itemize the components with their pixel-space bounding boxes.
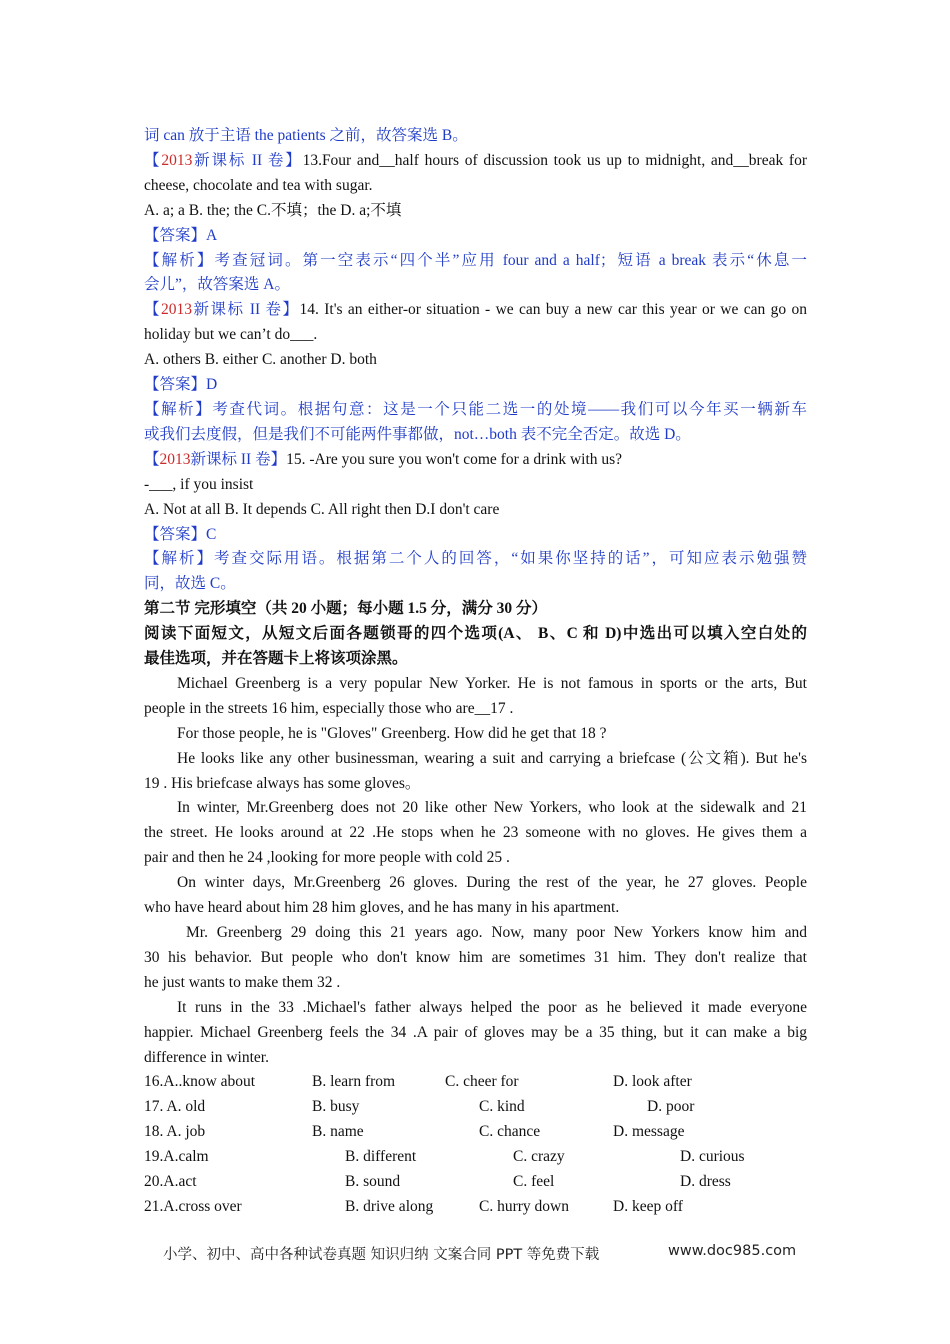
q14-stem-line-1: 【2013新课标 II 卷】14. It's an either-or situation - we can buy a new car this year or we can go on	[144, 301, 807, 319]
option-cell: D. message	[613, 1123, 685, 1141]
passage-line: 19 . His briefcase always has some gloves。	[144, 774, 421, 792]
option-cell: B. name	[312, 1123, 364, 1141]
passage-line: In winter, Mr.Greenberg does not 20 like other New Yorkers, who look at the sidewalk and 21	[177, 799, 807, 817]
passage-line: people in the streets 16 him, especially those who are__17 .	[144, 699, 514, 717]
option-cell: C. chance	[479, 1123, 541, 1141]
passage-line: Michael Greenberg is a very popular New Yorker. He is not famous in sports or the arts, But	[177, 674, 807, 692]
options-row-21	[144, 1195, 807, 1220]
option-cell: D. keep off	[613, 1197, 683, 1215]
q15-options: A. Not at all B. It depends C. All right then D.I don't care	[144, 500, 500, 518]
option-cell: C. hurry down	[479, 1197, 569, 1215]
passage-line: pair and then he 24 ,looking for more people with cold 25 .	[144, 849, 510, 867]
document-body	[144, 124, 807, 1220]
q13-analysis-line-1: 【解析】考查冠词。第一空表示“四个半”应用 four and a half；短语 a break 表示“休息一	[144, 251, 807, 269]
option-cell: C. kind	[479, 1098, 525, 1116]
passage-line: On winter days, Mr.Greenberg 26 gloves. During the rest of the year, he 27 gloves. People	[177, 874, 807, 892]
q13-analysis-line-2: 会儿”，故答案选 A。	[144, 276, 290, 294]
passage-line: 30 his behavior. But people who don't know him are sometimes 31 him. They don't realize that	[144, 948, 807, 966]
passage-line: It runs in the 33 .Michael's father always helped the poor as he believed it made everyone	[177, 998, 807, 1016]
q15-tag: 【2013新课标 II 卷】	[144, 450, 287, 468]
section-title: 第二节 完形填空（共 20 小题；每小题 1.5 分，满分 30 分）	[144, 600, 548, 618]
q15-analysis-line-2: 同，故选 C。	[144, 575, 236, 593]
passage-line: Mr. Greenberg 29 doing this 21 years ago. Now, many poor New Yorkers know him and	[186, 924, 807, 941]
option-cell: D. curious	[680, 1148, 745, 1166]
q14-tag: 【2013新课标 II 卷】	[144, 301, 300, 319]
option-cell: D. dress	[680, 1173, 731, 1191]
q13-options: A. a; a B. the; the C.不填；the D. a;不填	[144, 201, 402, 219]
options-row-17	[144, 1095, 807, 1120]
q14-answer: 【答案】D	[144, 376, 218, 394]
q13-answer: 【答案】A	[144, 226, 218, 244]
q14-stem-line-2: holiday but we can’t do___.	[144, 326, 318, 344]
option-cell: B. busy	[312, 1098, 360, 1116]
option-cell: C. cheer for	[445, 1073, 519, 1091]
option-cell: 18. A. job	[144, 1123, 206, 1141]
passage-line: the street. He looks around at 22 .He stops when he 23 someone with no gloves. He gives them a	[144, 824, 807, 842]
page-footer	[163, 1243, 797, 1264]
q13-stem-line-2: cheese, chocolate and tea with sugar.	[144, 176, 373, 194]
q15-analysis-line-1: 【解析】考查交际用语。根据第二个人的回答，“如果你坚持的话”，可知应表示勉强赞	[144, 550, 807, 568]
q12-analysis-tail: 词 can 放于主语 the patients 之前，故答案选 B。	[144, 127, 468, 144]
options-row-18	[144, 1120, 807, 1145]
options-row-16	[144, 1070, 807, 1095]
option-cell: D. poor	[647, 1098, 695, 1116]
passage-line: He looks like any other businessman, wearing a suit and carrying a briefcase (公文箱). But he's	[177, 749, 807, 767]
section-instructions-line-2: 最佳选项，并在答题卡上将该项涂黑。	[144, 650, 408, 668]
passage-line: difference in winter.	[144, 1048, 269, 1066]
q15-stem-line-2: -___, if you insist	[144, 475, 254, 493]
option-cell: 16.A..know about	[144, 1073, 256, 1091]
option-cell: B. sound	[345, 1173, 401, 1191]
option-cell: B. different	[345, 1148, 417, 1166]
option-cell: B. drive along	[345, 1197, 434, 1215]
q15-answer: 【答案】C	[144, 525, 217, 543]
option-cell: 19.A.calm	[144, 1148, 209, 1166]
option-cell: C. feel	[513, 1173, 555, 1191]
passage-line: who have heard about him 28 him gloves, and he has many in his apartment.	[144, 899, 620, 917]
section-instructions-line-1: 阅读下面短文，从短文后面各题锁哥的四个选项(A、 B、C 和 D)中选出可以填入空白处的	[144, 625, 807, 643]
q14-options: A. others B. either C. another D. both	[144, 351, 377, 369]
q15-stem-line-1: 【2013新课标 II 卷】15. -Are you sure you won't come for a drink with us?	[144, 450, 623, 468]
option-cell: 21.A.cross over	[144, 1197, 242, 1215]
q13-tag: 【2013新课标 II 卷】	[144, 151, 303, 169]
options-row-19	[144, 1145, 807, 1170]
option-cell: C. crazy	[513, 1148, 565, 1166]
passage-line: he just wants to make them 32 .	[144, 973, 341, 991]
q14-analysis-line-1: 【解析】考查代词。根据句意：这是一个只能二选一的处境——我们可以今年买一辆新车	[144, 400, 807, 418]
q13-stem-line-1: 【2013新课标 II 卷】13.Four and__half hours of discussion took us up to midnight, and__break for	[144, 151, 808, 169]
footer-text: 小学、初中、高中各种试卷真题 知识归纳 文案合同 PPT 等免费下载	[163, 1247, 600, 1263]
passage-line: For those people, he is "Gloves" Greenberg. How did he get that 18 ?	[177, 724, 607, 742]
footer-site-link[interactable]: www.doc985.com	[668, 1243, 797, 1259]
option-cell: D. look after	[613, 1073, 692, 1091]
options-row-20	[144, 1170, 807, 1195]
option-cell: B. learn from	[312, 1073, 396, 1091]
option-cell: 17. A. old	[144, 1098, 206, 1116]
option-cell: 20.A.act	[144, 1173, 197, 1191]
passage-line: happier. Michael Greenberg feels the 34 .A pair of gloves may be a 35 thing, but it can make a big	[144, 1023, 807, 1041]
q14-analysis-line-2: 或我们去度假，但是我们不可能两件事都做，not…both 表不完全否定。故选 D。	[144, 425, 691, 443]
